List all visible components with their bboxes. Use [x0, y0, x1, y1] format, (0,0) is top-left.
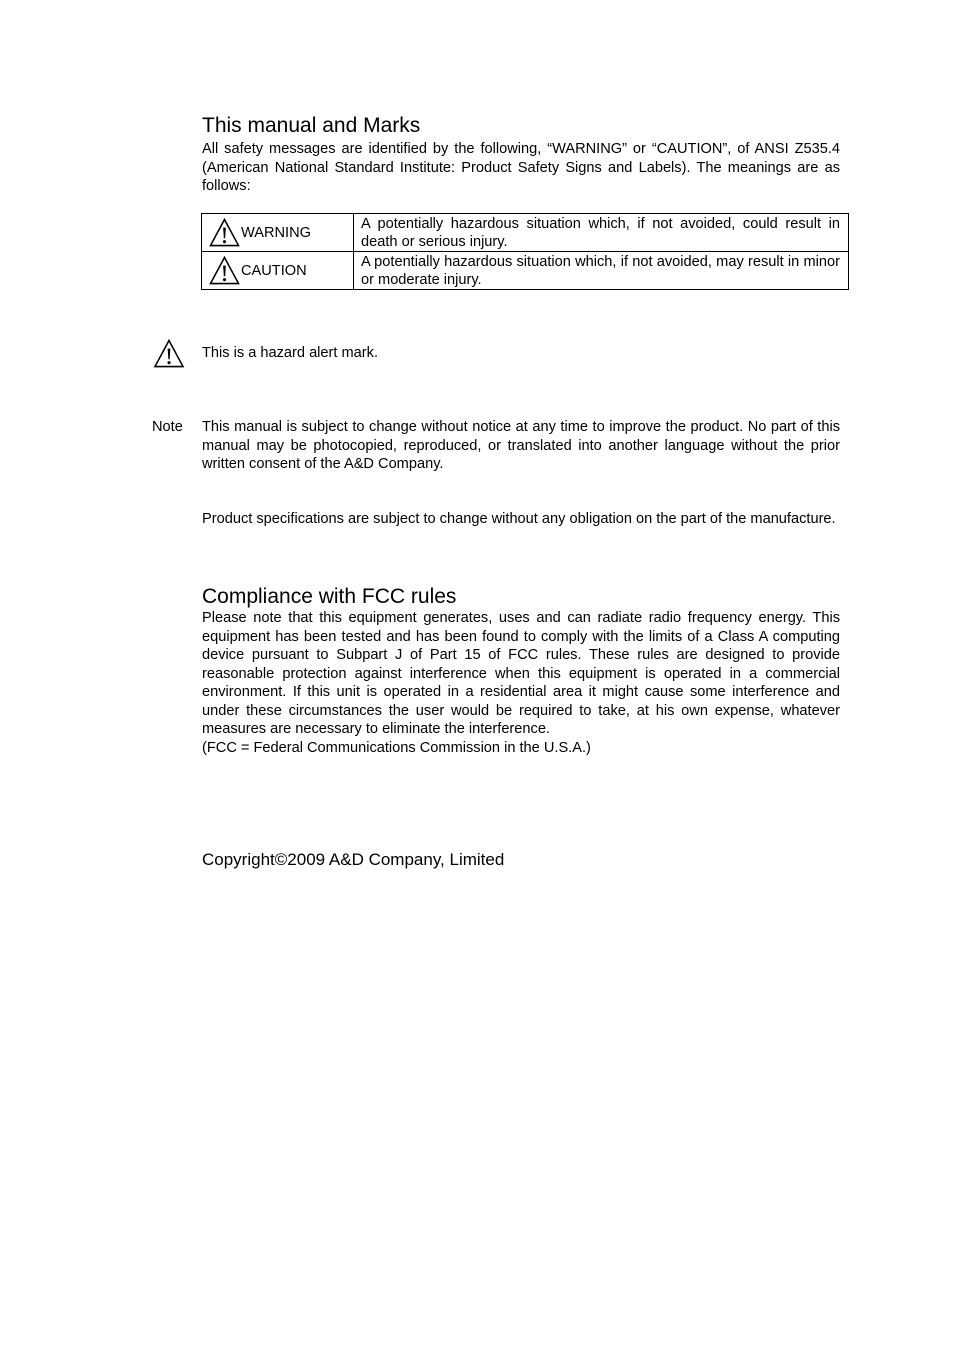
marks-table — [201, 213, 849, 290]
table-row — [202, 252, 849, 290]
mark-label-caution: CAUTION — [241, 262, 307, 279]
section-body-manual-marks: All safety messages are identified by the following, “WARNING” or “CAUTION”, of ANSI Z535.4 (American National Standard Institute: Product Safety Signs and Labels). The meanings are as follows: — [202, 141, 840, 194]
mark-label-cell — [202, 252, 354, 290]
section-title-manual-marks: This manual and Marks — [202, 114, 421, 137]
note-label: Note — [152, 419, 183, 435]
note-body: This manual is subject to change without notice at any time to improve the product. No part of this manual may be photocopied, reproduced, or translated into another language without the prior written consent of the A&D Company. — [202, 419, 840, 472]
mark-label-cell — [202, 214, 354, 252]
table-row — [202, 214, 849, 252]
section-body-fcc — [202, 609, 840, 757]
copyright-notice: Copyright©2009 A&D Company, Limited — [202, 850, 505, 869]
fcc-paragraph: Please note that this equipment generates, uses and can radiate radio frequency energy. This equipment has been tested and has been found to comply with the limits of a Class A computing device pursuant to Subpart J of Part 15 of FCC rules. These rules are designed to provide reasonable protection against interference when this equipment is operated in a commercial environment. If this unit is operated in a residential area it might cause some interference and under these circumstances the user would be required to take, at his own expense, whatever measures are necessary to eliminate the interference. — [202, 610, 840, 737]
warning-triangle-icon — [209, 218, 240, 247]
mark-description-warning: A potentially hazardous situation which, if not avoided, could result in death or serious injury. — [354, 214, 849, 252]
hazard-alert-icon — [153, 339, 185, 368]
spec-notice: Product specifications are subject to change without any obligation on the part of the manufacture. — [202, 511, 836, 527]
fcc-footnote: (FCC = Federal Communications Commission in the U.S.A.) — [202, 739, 591, 756]
warning-triangle-icon — [209, 256, 240, 285]
hazard-alert-text: This is a hazard alert mark. — [202, 345, 378, 361]
mark-description-caution: A potentially hazardous situation which, if not avoided, may result in minor or moderate injury. — [354, 252, 849, 290]
mark-label-warning: WARNING — [241, 224, 311, 241]
section-title-fcc: Compliance with FCC rules — [202, 585, 457, 608]
